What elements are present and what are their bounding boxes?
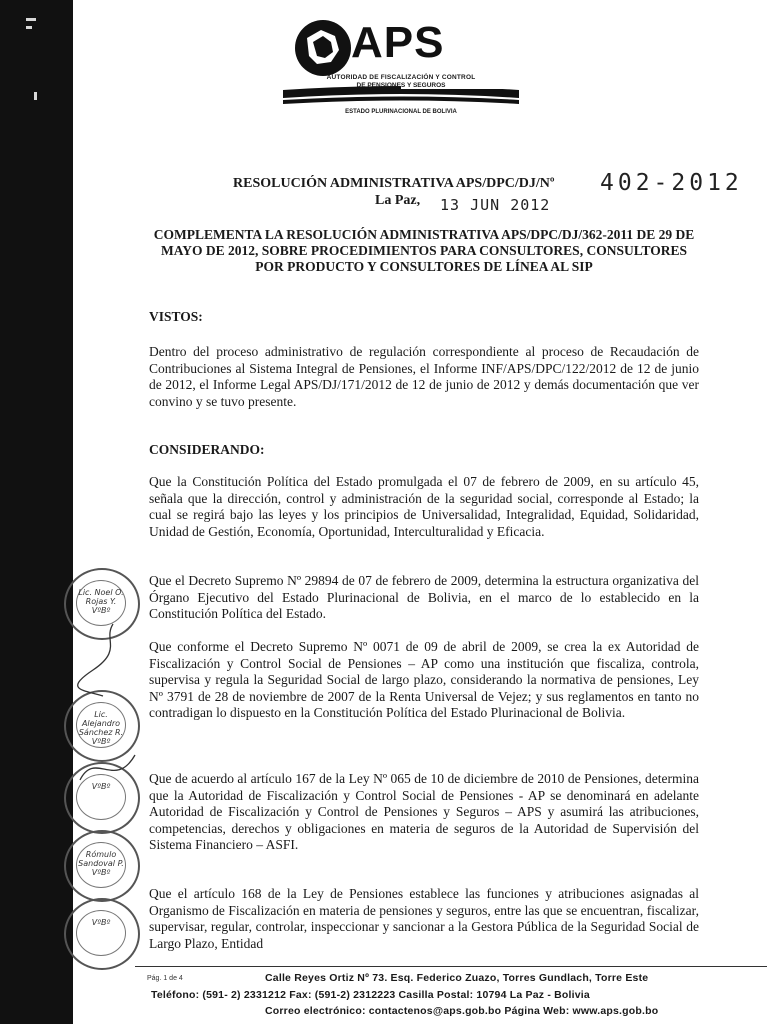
scan-edge-bar [0,0,73,1024]
considerando-paragraph-4: Que de acuerdo al artículo 167 de la Ley Nº 065 de 10 de diciembre de 2010 de Pensiones, determina que la Autoridad de Fiscalización y Control Social de Pensiones - AP se denominará en adelante Autoridad de Fiscalización y Control de Pensiones y Seguros – APS y asumirá las atribuciones, competencias, derechos y obligaciones en materia de seguros de la Autoridad de Supervisión del Sistema Financiero – ASFI. [149,771,699,852]
signature-scribble [73,620,143,700]
vistos-heading: VISTOS: [149,309,203,324]
page-number: Pág. 1 de 4 [147,975,183,982]
seal-text: VºBº [91,918,111,927]
footer-email: Correo electrónico: contactenos@aps.gob.bo Página Web: www.aps.gob.bo [265,1005,659,1017]
review-seal [64,898,140,970]
signature-scribble [75,740,145,800]
considerando-paragraph-5: Que el artículo 168 de la Ley de Pensiones establece las funciones y atribuciones asignadas al Organismo de Fiscalización en materia de pensiones y seguros, entre las que se encuentran, fiscalizar, supervisar, regular, controlar, inspeccionar y sancionar a la Gestora Pública de la Seguridad Social de Largo Plazo, Entidad [149,886,699,951]
seal-ring [76,910,126,956]
scan-mark [26,26,32,29]
seal-text: Lic. Noel O. Rojas Y. VºBº [78,588,124,615]
scan-mark [34,92,37,100]
footer-divider [135,966,767,967]
date-stamp: 13 JUN 2012 [440,196,551,214]
review-seal [64,830,140,902]
logo-subtitle: DE PENSIONES Y SEGUROS [356,82,446,89]
vistos-paragraph: Dentro del proceso administrativo de regulación correspondiente al proceso de Recaudación de Contribuciones al Sistema Integral de Pensiones, el Informe INF/APS/DPC/122/2012 de 12 de junio de 2012, el Informe Legal APS/DJ/171/2012 de 12 de junio de 2012 y demás documentación que ver convino y se tuvo presente. [149,344,699,409]
footer-address: Calle Reyes Ortiz Nº 73. Esq. Federico Zuazo, Torres Gundlach, Torre Este [265,972,649,984]
considerando-heading: CONSIDERANDO: [149,442,265,457]
resolution-label: RESOLUCIÓN ADMINISTRATIVA APS/DPC/DJ/Nº [233,176,555,191]
document-page [73,0,768,1024]
logo-name: APS [351,18,445,67]
logo-subtitle: AUTORIDAD DE FISCALIZACIÓN Y CONTROL [326,74,476,81]
resolution-number: 402-2012 [600,170,743,196]
scan-mark [26,18,36,21]
considerando-paragraph-3: Que conforme el Decreto Supremo Nº 0071 de 09 de abril de 2009, se crea la ex Autoridad de Fiscalización y Control Social de Pensiones – AP como una institución que fiscaliza, controla, supervisa y regula la Seguridad Social de largo plazo, considerando la normativa de pensiones, Ley Nº 3791 de 28 de noviembre de 2007 de la Renta Universal de Vejez; y sus reglamentos en tanto no contradigan lo dispuesto en la Constitución Política del Estado Plurinacional de Bolivia. [149,639,699,720]
seal-text: Lic. Alejandro Sánchez R. VºBº [78,710,124,746]
aps-logo [281,16,521,126]
footer-phone: Teléfono: (591- 2) 2331212 Fax: (591-2) 2312223 Casilla Postal: 10794 La Paz - Bolivia [151,989,590,1001]
seal-text: VºBº [91,782,111,791]
resolution-place: La Paz, [375,193,421,208]
document-title: COMPLEMENTA LA RESOLUCIÓN ADMINISTRATIVA APS/DPC/DJ/362-2011 DE 29 DE MAYO DE 2012, SOBRE PROCEDIMIENTOS PARA CONSULTORES, CONSULTORES POR PRODUCTO Y CONSULTORES DE LÍNEA AL SIP [153,227,695,274]
considerando-paragraph-2: Que el Decreto Supremo Nº 29894 de 07 de febrero de 2009, determina la estructura organizativa del Órgano Ejecutivo del Estado Plurinacional de Bolivia, en el marco de lo establecido en la Constitución Política del Estado. [149,573,699,621]
considerando-paragraph-1: Que la Constitución Política del Estado promulgada el 07 de febrero de 2009, en su artículo 45, señala que la dirección, control y administración de la seguridad social, corresponde al Estado; la cual se regirá bajo las leyes y los principios de Universalidad, Integralidad, Equidad, Solidaridad, Unidad de Gestión, Economía, Oportunidad, Interculturalidad y Eficacia. [149,474,699,539]
seal-text: Rómulo Sandoval P. VºBº [78,850,124,877]
logo-country: ESTADO PLURINACIONAL DE BOLIVIA [345,109,457,115]
